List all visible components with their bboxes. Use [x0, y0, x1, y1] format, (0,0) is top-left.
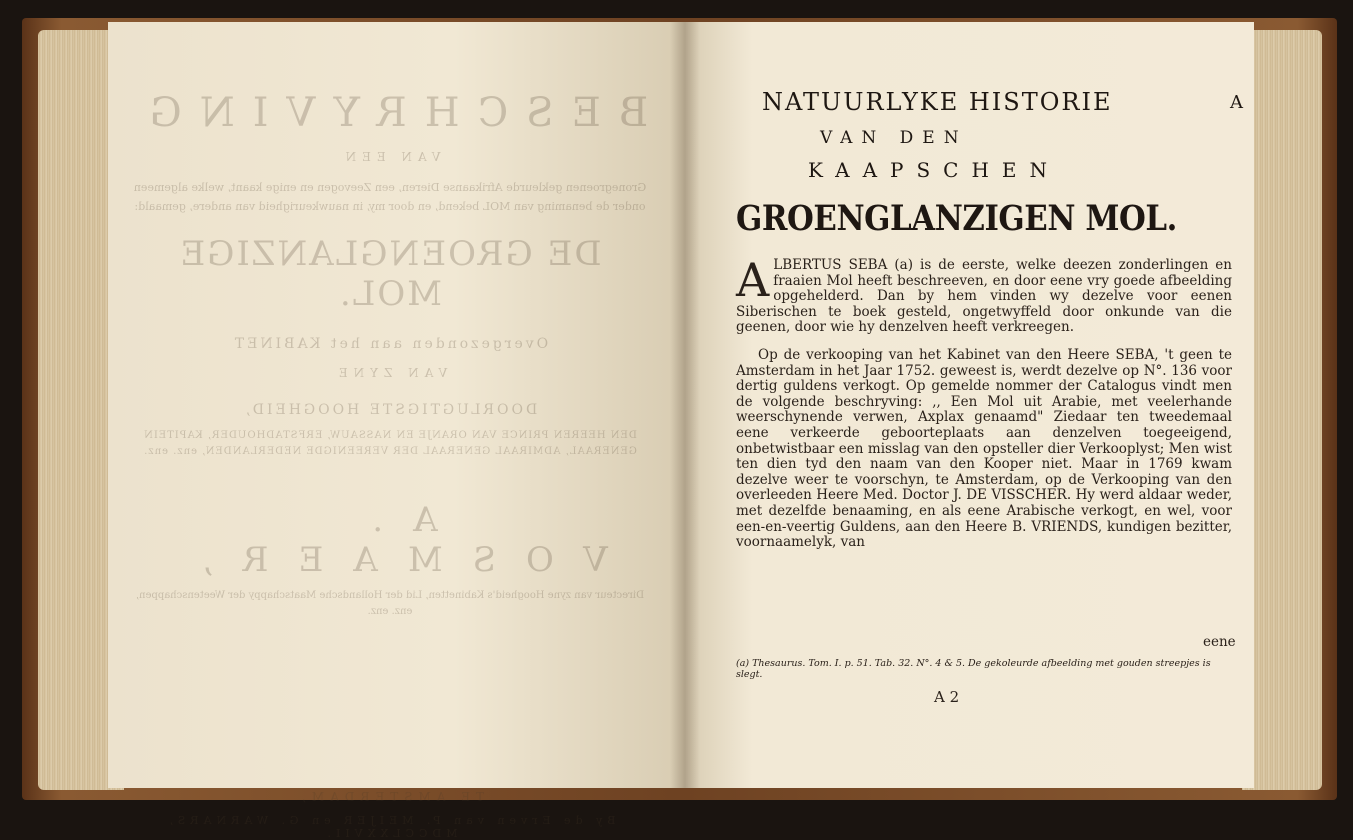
heading-natuurlyke-historie: NATUURLYKE HISTORIE	[762, 88, 1113, 116]
bleed-highness: DOORLUGTIGSTE HOOGHEID,	[242, 402, 538, 418]
footnote: (a) Thesaurus. Tom. I. p. 51. Tab. 32. N°. 4 & 5. De gekoleurde afbeelding met gouden streepjes is slegt.	[736, 658, 1211, 680]
bleed-van: VAN EEN	[339, 150, 441, 164]
bleed-place: TE AMSTERDAM,	[296, 790, 484, 804]
bleed-titles: DEN HEEREN PRINCE VAN ORANJE EN NASSAUW, ERFSTADHOUDER, KAPITEIN GENERAAL, ADMIRAAL GENERAAL DER VEREENIGDE NEDERLANDEN, enz. enz.	[143, 430, 637, 457]
signature-mark: A 2	[934, 688, 960, 706]
bleed-kabinet: Overgezonden aan het KABINET	[231, 336, 549, 352]
paragraph-1-text: LBERTUS SEBA (a) is de eerste, welke deezen zonderlingen en fraaien Mol heeft beschreeven, en door eene vry goede afbeelding opgehelderd. Dan by hem vinden wy dezelve voor eenen Siberischen te boek gesteld, ongetwyffeld door onkunde van die geenen, door wie hy denzelven heeft verkreegen.	[736, 257, 1232, 336]
running-page-number: A	[1230, 92, 1243, 113]
catchword: eene	[1203, 634, 1236, 650]
bleed-author: A. VOSMAER,	[172, 500, 608, 580]
heading-van-den: VAN DEN	[820, 128, 968, 148]
heading-groenglanzigen-mol: GROENGLANZIGEN MOL.	[736, 198, 1177, 239]
heading-kaapschen: KAAPSCHEN	[808, 158, 1061, 182]
bleed-description: Gronegroenen gekleurde Afrikaanse Dieren, een Zeevogen en enige kaant, welke algemeen onder de benaming van MOL bekend, en door my, in nauwkeurigheid van andere, gemaald:	[133, 181, 647, 213]
paragraph-1	[736, 253, 1232, 336]
body-text	[736, 253, 1232, 564]
bleed-subject: DE GROENGLANZIGE MOL.	[178, 234, 602, 314]
page-edges-right	[1242, 30, 1322, 790]
paragraph-2: Op de verkooping van het Kabinet van den Heere SEBA, 't geen te Amsterdam in het Jaar 1752. geweest is, werdt dezelve op N°. 136 voor dertig guldens verkogt. Op gemelde nommer der Catalogus vindt men de volgende beschryving: ,, Een Mol uit Arabie, met veelerhande weerschynende verwen, Axplax genaamd" Ziedaar ten tweedemaal eene verkeerde geboorteplaats aan denzelven toegeeigend, onbetwistbaar een misslag van den opsteller dier Verkooplyst; Men wist ten dien tyd den naam van den Kooper niet. Maar in 1769 kwam dezelve weer te voorschyn, te Amsterdam, op de Verkooping van den overleeden Heere Med. Doctor J. DE VISSCHER. Hy werd aldaar weder, met dezelfde benaaming, en als eene Arabische verkogt, en wel, voor een-en-veertig Guldens, aan den Heere B. VRIENDS, kundigen bezitter, voornaamelyk, van	[736, 346, 1232, 551]
bleed-heer: VAN ZYNE	[332, 366, 448, 380]
drop-cap: A	[736, 253, 770, 307]
bleed-title: BESCHRYVING	[131, 90, 649, 136]
book-gutter	[670, 22, 700, 788]
bleed-author-titles: Directeur van zyne Hoogheid's Kabinetten, Lid der Hollandsche Maatschappy der Weetenschappen, enz. enz.	[135, 590, 645, 617]
left-page-bleed-through	[130, 70, 650, 840]
bleed-printer: By de Erven van P. MEIJER en G. WARNARS, MDCCLXXVII.	[164, 814, 616, 840]
